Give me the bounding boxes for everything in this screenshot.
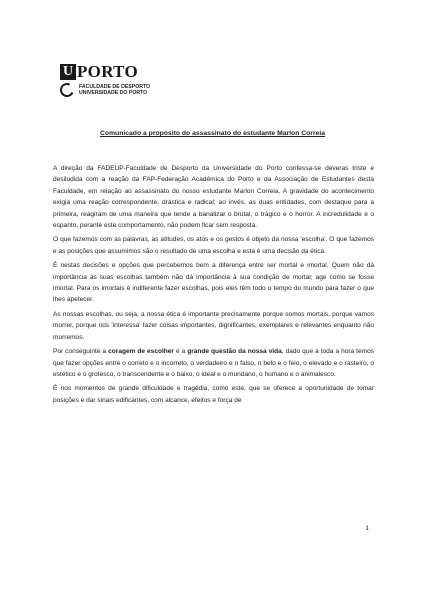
document-body — [53, 163, 374, 409]
faculty-line-2: UNIVERSIDADE DO PORTO — [79, 90, 148, 96]
paragraph-4: As nossas escolhas, ou seja, a nossa ética é importante precisamente porque somos mortais, porque vamos morrer, porque nos 'interessa' fazer coisas importantes, dignificantes, exemplares e relevantes enquanto não morremos. — [53, 310, 374, 341]
logo-c-icon — [58, 81, 76, 99]
logo-wordmark — [60, 64, 150, 80]
page-number: 1 — [365, 525, 369, 532]
paragraph-1: A direção da FADEUP-Faculdade de Desporto da Universidade do Porto confessa-se deveras triste e desiludida com a reação da FAP-Federação Académica do Porto e da Associação de Estudantes desta Faculdade, em relação ao assassinato do nosso estudante Marlon Correia. A gravidade do acontecimento exigia uma reação correspondente, drástica e radical; ao invés, as duas entidades, com destaque para a primeira, reagiram de uma maneira que tende a banalizar o brutal, o trágico e o horror. A incredulidade e o espanto, perante este comportamento, não podem ficar sem resposta. — [53, 165, 374, 230]
p5-text-a: Por conseguinte a — [53, 348, 109, 356]
logo-u-box: U — [60, 64, 76, 80]
p5-text-e: , dado que a toda a hora temos que fazer opções entre o correto e o incorreto, o verdadeiro e o falso, o belo e o feio, o elevado e o rasteiro, o estético e o grotesco, o transcendente e o baixo, o ideal e o mundano, o humano e o animalesco. — [53, 348, 375, 378]
paragraph-6: É nos momentos de grande dificuldade e tragédia, como este, que se oferece a oportunidade de tomar posições e dar sinais edificantes, com alcance, efeitos e força de — [53, 385, 374, 404]
p5-text-c: é a — [173, 348, 188, 356]
paragraph-5 — [53, 346, 374, 380]
document-title: Comunicado a propósito do assassinato do estudante Marlon Correia — [99, 130, 326, 137]
paragraph-2: O que fazemos com as palavras, as atitudes, os atos e os gestos é objeto da nossa 'escolha'. O que fazemos e as posições que assumimos são o resultado de uma escolha e esta é uma decisão da ética. — [53, 236, 374, 255]
paragraph-3: É nestas decisões e opções que percebemos bem a diferença entre ser mortal e imortal. Quem não dá importância às suas escolhas também não dá importância à sua condição de mortal; age como se fosse imortal. Para os imortais é indiferente fazer escolhas, pois eles têm todo o tempo do mundo para fazer o que lhes apetecer. — [53, 262, 374, 304]
p5-bold-courage: coragem de escolher — [108, 348, 174, 356]
faculty-line-1: FACULDADE DE DESPORTO — [79, 83, 151, 90]
faculty-name — [79, 84, 150, 97]
logo-porto-text: PORTO — [77, 62, 139, 81]
university-logo — [60, 64, 150, 97]
p5-bold-question: grande questão da nossa vida — [187, 348, 282, 356]
logo-faculty — [60, 83, 150, 97]
